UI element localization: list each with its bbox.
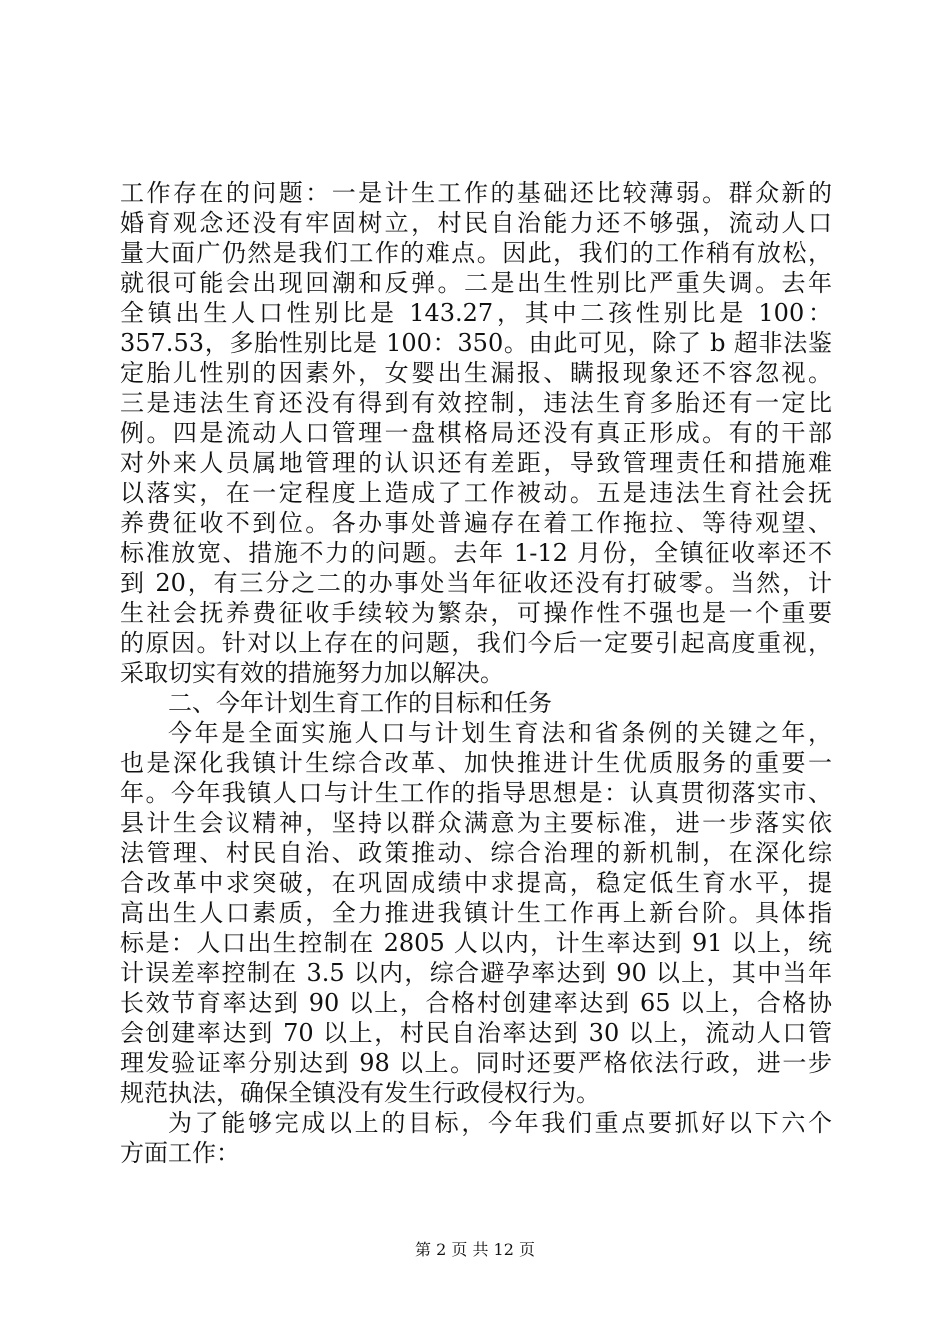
- text-line: 例。四是流动人口管理一盘棋格局还没有真正形成。有的干部: [120, 419, 832, 447]
- text-line: 也是深化我镇计生综合改革、加快推进计生优质服务的重要一: [120, 749, 832, 777]
- text-line: 长效节育率达到 90 以上，合格村创建率达到 65 以上，合格协: [120, 989, 832, 1017]
- text-line: 的原因。针对以上存在的问题，我们今后一定要引起高度重视，: [120, 629, 832, 657]
- text-line: 量大面广仍然是我们工作的难点。因此，我们的工作稍有放松，: [120, 239, 832, 267]
- text-line: 养费征收不到位。各办事处普遍存在着工作拖拉、等待观望、: [120, 509, 832, 537]
- text-line: 方面工作：: [120, 1139, 240, 1167]
- text-line: 标是：人口出生控制在 2805 人以内，计生率达到 91 以上，统: [120, 929, 832, 957]
- text-line: 定胎儿性别的因素外，女婴出生漏报、瞒报现象还不容忽视。: [120, 359, 832, 387]
- text-line: 357.53，多胎性别比是 100：350。由此可见，除了 b 超非法鉴: [120, 329, 832, 357]
- text-line: 采取切实有效的措施努力加以解决。: [120, 659, 504, 687]
- text-line: 今年是全面实施人口与计划生育法和省条例的关键之年，: [168, 719, 832, 747]
- text-line: 计误差率控制在 3.5 以内，综合避孕率达到 90 以上，其中当年: [120, 959, 832, 987]
- document-body: [120, 178, 832, 1168]
- text-line: 为了能够完成以上的目标，今年我们重点要抓好以下六个: [168, 1109, 832, 1137]
- text-line: 工作存在的问题：一是计生工作的基础还比较薄弱。群众新的: [120, 179, 832, 207]
- text-line: 标准放宽、措施不力的问题。去年 1-12 月份，全镇征收率还不: [120, 539, 832, 567]
- text-line: 高出生人口素质，全力推进我镇计生工作再上新台阶。具体指: [120, 899, 832, 927]
- text-line: 全镇出生人口性别比是 143.27，其中二孩性别比是 100：: [120, 299, 832, 327]
- text-line: 会创建率达到 70 以上，村民自治率达到 30 以上，流动人口管: [120, 1019, 832, 1047]
- text-line: 以落实，在一定程度上造成了工作被动。五是违法生育社会抚: [120, 479, 832, 507]
- text-line: 规范执法，确保全镇没有发生行政侵权行为。: [120, 1079, 600, 1107]
- text-line: 二、今年计划生育工作的目标和任务: [168, 689, 552, 717]
- text-line: 县计生会议精神，坚持以群众满意为主要标准，进一步落实依: [120, 809, 832, 837]
- text-line: 理发验证率分别达到 98 以上。同时还要严格依法行政，进一步: [120, 1049, 832, 1077]
- text-line: 年。今年我镇人口与计生工作的指导思想是：认真贯彻落实市、: [120, 779, 832, 807]
- text-line: 法管理、村民自治、政策推动、综合治理的新机制，在深化综: [120, 839, 832, 867]
- text-line: 就很可能会出现回潮和反弹。二是出生性别比严重失调。去年: [120, 269, 832, 297]
- text-line: 对外来人员属地管理的认识还有差距，导致管理责任和措施难: [120, 449, 832, 477]
- page-number-footer: 第 2 页 共 12 页: [415, 1240, 535, 1259]
- text-line: 婚育观念还没有牢固树立，村民自治能力还不够强，流动人口: [120, 209, 832, 237]
- text-line: 三是违法生育还没有得到有效控制，违法生育多胎还有一定比: [120, 389, 832, 417]
- text-line: 生社会抚养费征收手续较为繁杂，可操作性不强也是一个重要: [120, 599, 832, 627]
- text-line: 合改革中求突破，在巩固成绩中求提高，稳定低生育水平，提: [120, 869, 832, 897]
- text-line: 到 20，有三分之二的办事处当年征收还没有打破零。当然，计: [120, 569, 832, 597]
